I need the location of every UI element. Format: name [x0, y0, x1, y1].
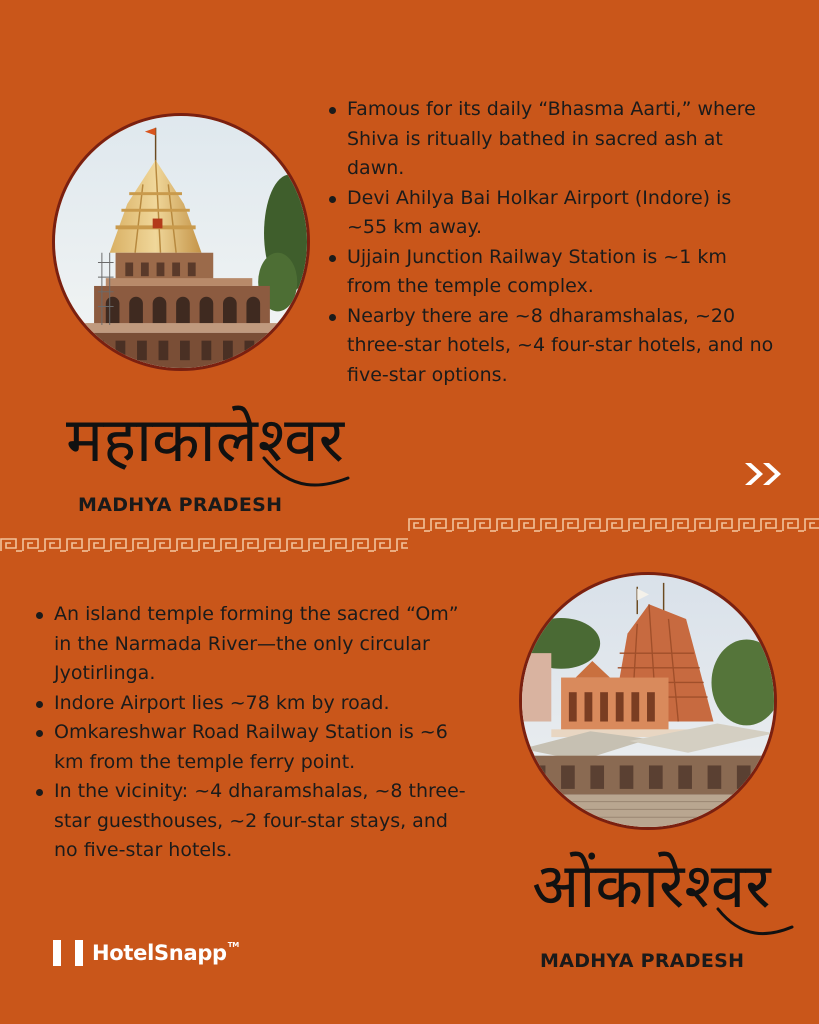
calligraphy-swash	[716, 905, 796, 941]
fact-item: Devi Ahilya Bai Holkar Airport (Indore) is ~55 km away.	[325, 184, 775, 243]
double-chevron-right-icon[interactable]	[743, 460, 789, 488]
mahakaleshwar-facts-list	[325, 95, 775, 390]
fact-item: Famous for its daily “Bhasma Aarti,” where Shiva is ritually bathed in sacred ash at dawn.	[325, 95, 775, 184]
fact-item: An island temple forming the sacred “Om” in the Narmada River—the only circular Jyotirlinga.	[32, 600, 472, 689]
omkareshwar-title: ओंकारेश्वर	[532, 849, 771, 922]
temple-illustration	[55, 116, 307, 368]
hotelsnapp-logo-icon	[52, 938, 84, 968]
hotelsnapp-logo	[52, 938, 239, 968]
fact-item: Ujjain Junction Railway Station is ~1 km from the temple complex.	[325, 243, 775, 302]
fact-item: In the vicinity: ~4 dharamshalas, ~8 three-star guesthouses, ~2 four-star stays, and no five-star hotels.	[32, 777, 472, 866]
greek-key-divider-bottom	[0, 538, 408, 552]
greek-key-divider-top	[408, 518, 819, 532]
omkareshwar-facts-list	[32, 600, 472, 866]
calligraphy-swash	[262, 452, 352, 492]
fact-item: Nearby there are ~8 dharamshalas, ~20 three-star hotels, ~4 four-star hotels, and no five-star options.	[325, 302, 775, 391]
omkareshwar-temple-image	[519, 572, 777, 830]
temple-illustration	[522, 575, 774, 827]
fact-item: Indore Airport lies ~78 km by road.	[32, 689, 472, 719]
mahakaleshwar-title: महाकालेश्वर	[66, 403, 344, 476]
fact-item: Omkareshwar Road Railway Station is ~6 km from the temple ferry point.	[32, 718, 472, 777]
mahakaleshwar-state: MADHYA PRADESH	[78, 494, 283, 516]
omkareshwar-state: MADHYA PRADESH	[540, 950, 745, 972]
mahakaleshwar-temple-image	[52, 113, 310, 371]
brand-name: HotelSnapp™	[92, 941, 239, 965]
